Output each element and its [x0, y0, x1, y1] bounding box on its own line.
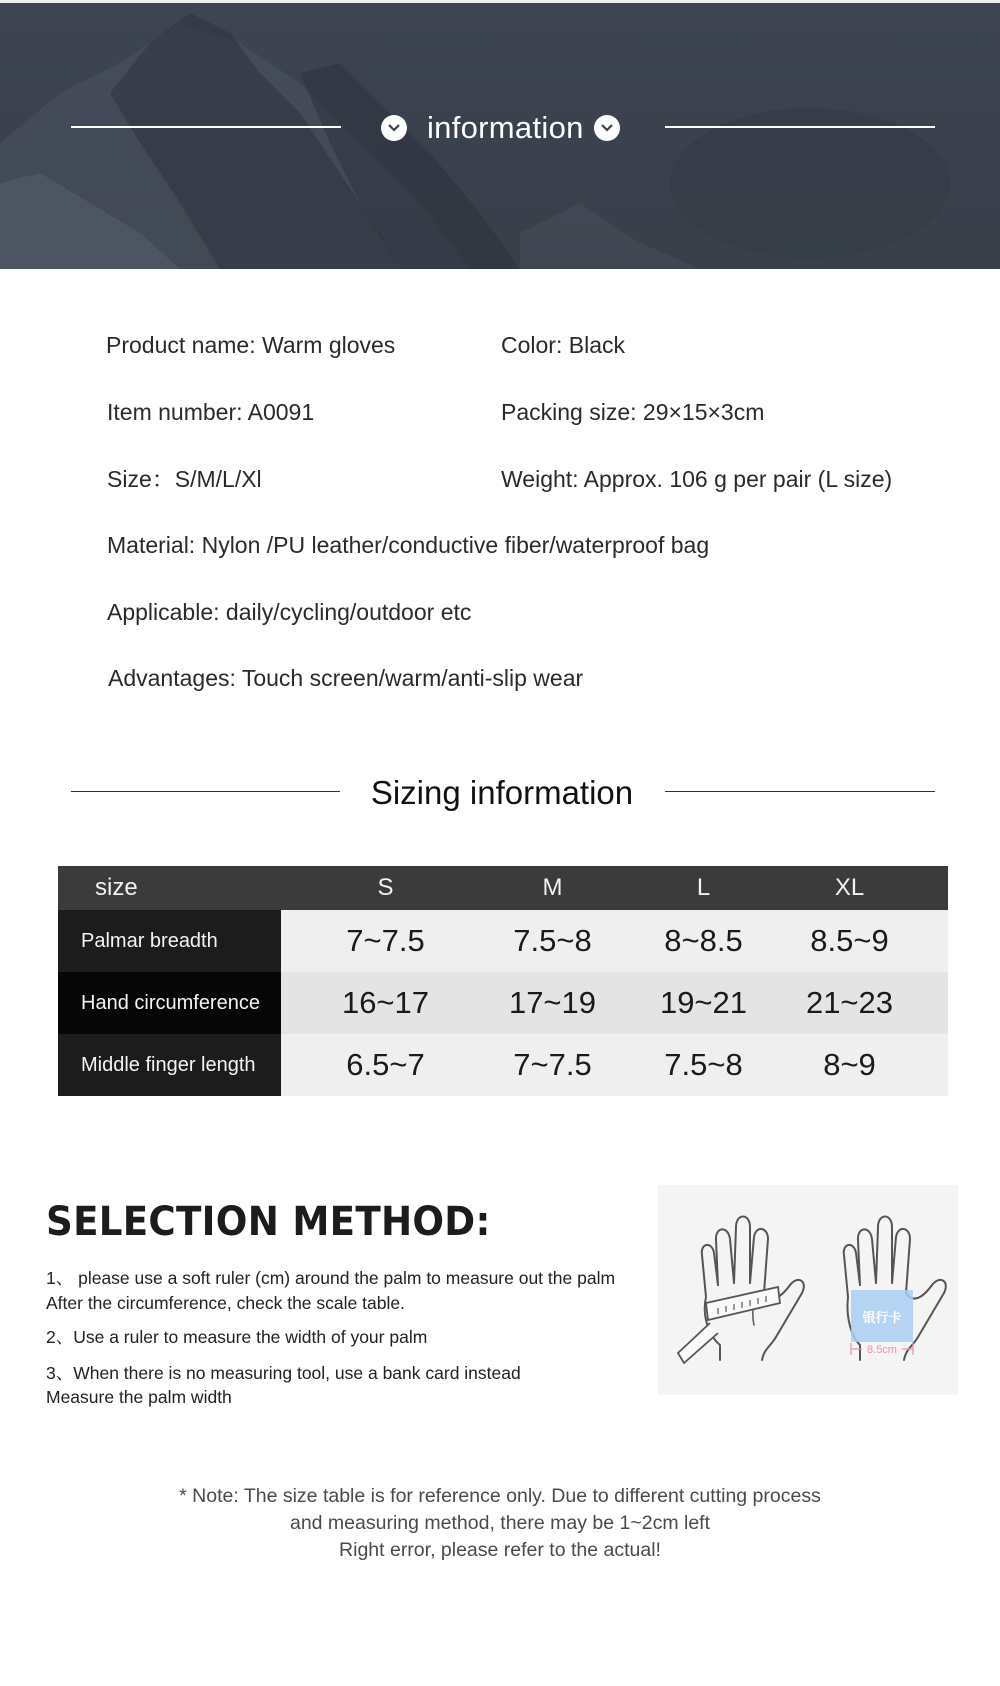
selection-step-3: 3、When there is no measuring tool, use a bank card instead — [46, 1363, 521, 1383]
table-row — [58, 972, 948, 1034]
table-cell: 19~21 — [659, 985, 748, 1020]
table-cell: 7~7.5 — [346, 923, 425, 958]
selection-step-1-cont: After the circumference, check the scale table. — [46, 1293, 405, 1313]
selection-step-1: 1、 please use a soft ruler (cm) around the palm to measure out the palm — [46, 1268, 616, 1288]
table-cell: 8~8.5 — [664, 923, 743, 958]
chevron-down-circle-icon — [381, 115, 407, 141]
selection-step-3-cont: Measure the palm width — [46, 1387, 232, 1407]
spec-color: Color: Black — [501, 332, 625, 358]
table-cell: 6.5~7 — [346, 1047, 425, 1082]
spec-advantages: Advantages: Touch screen/warm/anti-slip wear — [108, 665, 584, 691]
card-label: 银行卡 — [862, 1311, 902, 1326]
sizing-title: Sizing information — [370, 774, 634, 811]
header-cell-l: L — [696, 874, 711, 901]
sizing-divider-left — [71, 791, 340, 792]
table-cell: 16~17 — [341, 985, 430, 1020]
table-row — [58, 910, 948, 972]
table-cell: 7.5~8 — [664, 1047, 743, 1082]
spec-packing-size: Packing size: 29×15×3cm — [501, 399, 765, 425]
sizing-divider-right — [665, 791, 935, 792]
table-row — [58, 1034, 948, 1096]
table-cell: 21~23 — [805, 985, 894, 1020]
row-label: Hand circumference — [58, 972, 281, 1034]
header-cell-m: M — [542, 874, 563, 901]
note-line-3: Right error, please refer to the actual! — [339, 1539, 661, 1561]
spec-item-number: Item number: A0091 — [107, 399, 315, 425]
chevron-down-circle-icon — [594, 115, 620, 141]
row-label: Middle finger length — [58, 1034, 281, 1096]
table-cell: 8~9 — [823, 1047, 876, 1082]
spec-size: Size：S/M/L/Xl — [107, 466, 262, 492]
spec-material: Material: Nylon /PU leather/conductive fiber/waterproof bag — [107, 532, 710, 558]
hand-measuring-illustration — [658, 1185, 958, 1395]
table-cell: 7.5~8 — [513, 923, 592, 958]
note-line-2: and measuring method, there may be 1~2cm left — [289, 1512, 711, 1534]
header-cell-xl: XL — [834, 874, 865, 901]
header-divider-left — [71, 126, 341, 128]
header-cell-s: S — [377, 874, 394, 901]
selection-step-2: 2、Use a ruler to measure the width of your palm — [46, 1327, 428, 1347]
header-cell-size: size — [95, 874, 138, 901]
size-table-header — [58, 866, 948, 910]
row-label: Palmar breadth — [58, 910, 281, 972]
table-cell: 8.5~9 — [810, 923, 889, 958]
section-title-information: information — [427, 110, 584, 145]
spec-product-name: Product name: Warm gloves — [106, 332, 396, 358]
note-line-1: * Note: The size table is for reference only. Due to different cutting process — [179, 1485, 821, 1507]
header-divider-right — [665, 126, 935, 128]
table-cell: 17~19 — [508, 985, 597, 1020]
card-width-label: 8.5cm — [867, 1344, 897, 1356]
spec-applicable: Applicable: daily/cycling/outdoor etc — [107, 599, 472, 625]
spec-weight: Weight: Approx. 106 g per pair (L size) — [501, 466, 893, 492]
selection-method-title: SELECTION METHOD: — [46, 1199, 491, 1245]
table-cell: 7~7.5 — [513, 1047, 592, 1082]
hero-banner — [0, 3, 1000, 269]
hand-icons — [658, 1185, 958, 1395]
